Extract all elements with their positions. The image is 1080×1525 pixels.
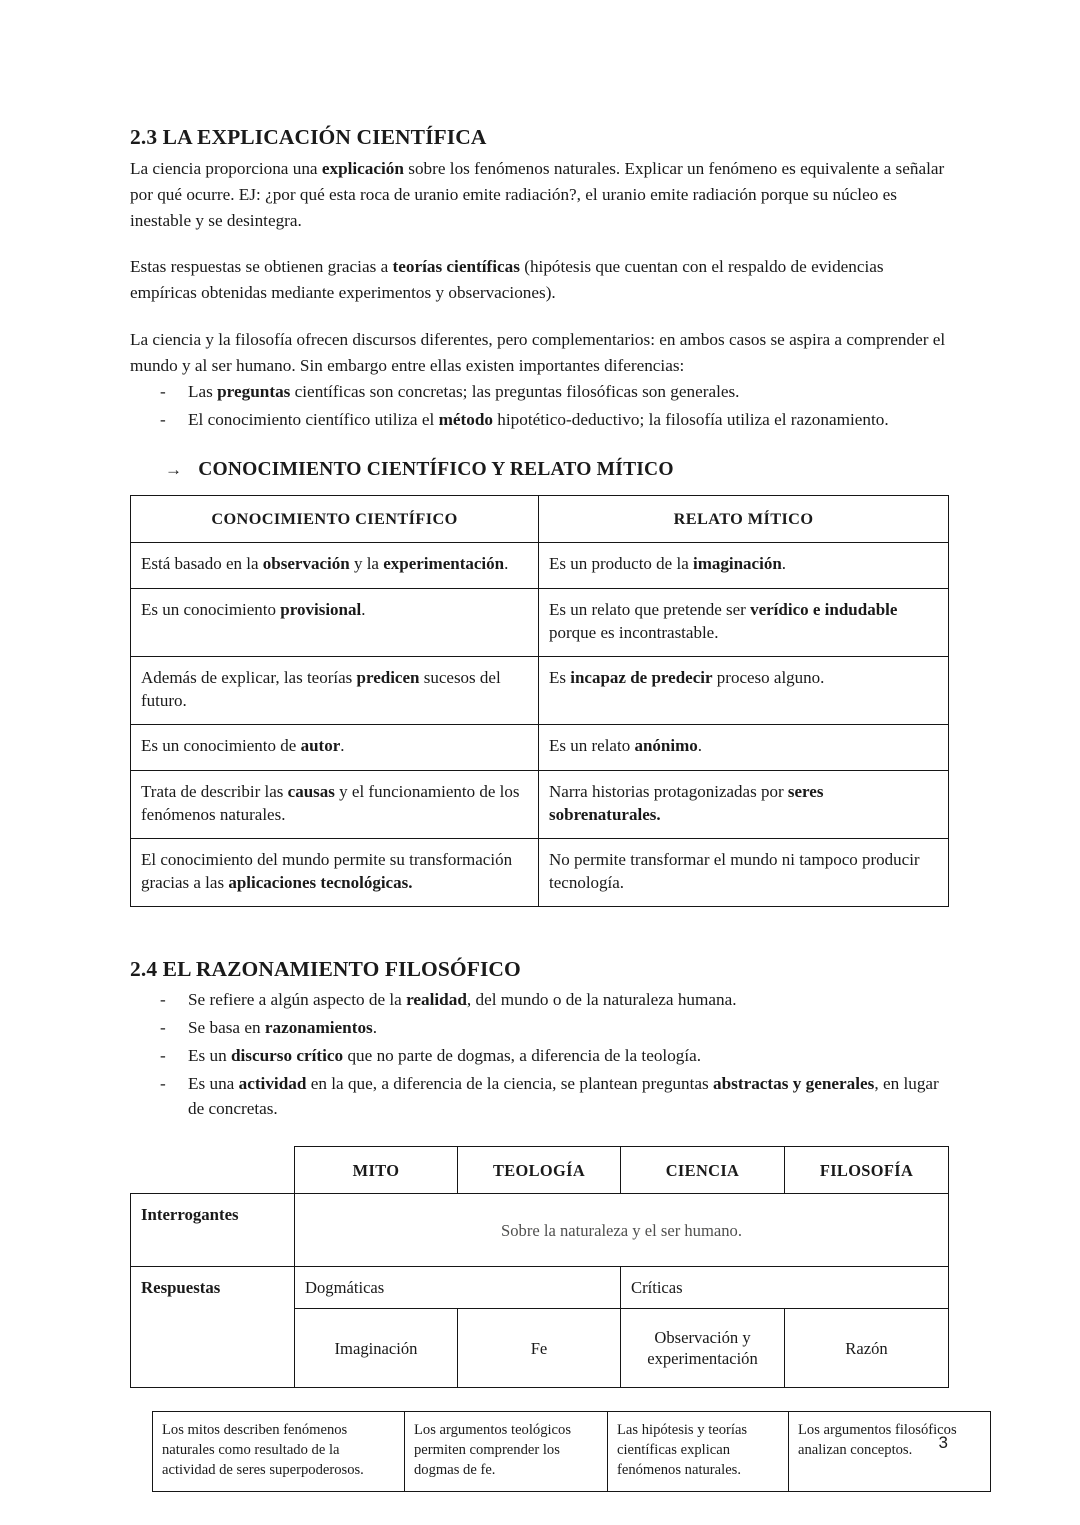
t1r1r-p2: porque es incontrastable.	[549, 622, 719, 642]
table-row	[131, 543, 949, 589]
t1r0l-p3: .	[504, 554, 509, 574]
table-row	[131, 657, 949, 725]
t1r1l-b1: provisional	[280, 599, 362, 619]
dash-marker: -	[160, 1045, 166, 1065]
cell-left	[131, 657, 539, 725]
s24b1-p2: .	[372, 1018, 378, 1038]
column-header-filosofia: FILOSOFÍA	[785, 1147, 949, 1194]
table-descripciones	[152, 1411, 991, 1491]
list-item	[160, 1043, 950, 1069]
cell-right	[539, 771, 949, 839]
cell-left	[131, 588, 539, 656]
cell-respuestas-dogmaticas: Dogmáticas	[295, 1267, 621, 1309]
t1r3r-p2: .	[697, 736, 702, 756]
page-content	[130, 125, 957, 1492]
bullet-list-diferencias	[130, 379, 950, 433]
cell-right	[539, 588, 949, 656]
par1-bold1: explicación	[321, 158, 404, 178]
t1r2l-b1: predicen	[356, 668, 420, 688]
s24b0-p2: , del mundo o de la naturaleza humana.	[466, 990, 737, 1010]
t1r1l-p1: Es un conocimiento	[141, 599, 281, 619]
s24b0-b1: realidad	[406, 990, 467, 1010]
column-header-relato: RELATO MÍTICO	[539, 496, 949, 543]
row-label-interrogantes: Interrogantes	[131, 1194, 295, 1267]
arrow-right-icon: →	[165, 460, 183, 480]
cell-left	[131, 543, 539, 589]
column-header-conocimiento: CONOCIMIENTO CIENTÍFICO	[131, 496, 539, 543]
t1r0l-b1: observación	[262, 554, 350, 574]
b1-bold1: método	[438, 409, 493, 429]
par2-bold1: teorías científicas	[392, 257, 520, 277]
t1r1l-p2: .	[361, 599, 366, 619]
t1r5l-b1: aplicaciones tecnológicas.	[228, 872, 413, 892]
subsection-heading-label: CONOCIMIENTO CIENTÍFICO Y RELATO MÍTICO	[198, 459, 674, 481]
column-header-teologia: TEOLOGÍA	[458, 1147, 621, 1194]
t1r4r-b1: seres sobrenaturales.	[549, 782, 824, 824]
t1r4l-p2: y el funcionamiento de los fenómenos naturales.	[141, 782, 520, 824]
par1-part1: La ciencia proporciona una	[130, 158, 322, 178]
page-number: 3	[938, 1433, 948, 1452]
b1-part2: hipotético-deductivo; la filosofía utiliza el razonamiento.	[492, 409, 889, 429]
cell-right	[539, 543, 949, 589]
cell-imaginacion: Imaginación	[295, 1309, 458, 1388]
t1r0r-p1: Es un producto de la	[549, 554, 693, 574]
cell-observacion: Observación y experimentación	[621, 1309, 785, 1388]
paragraph-teorias	[130, 254, 950, 306]
dash-marker: -	[160, 1073, 166, 1093]
subsection-heading-conocimiento	[165, 459, 950, 481]
section-heading-2-3: 2.3 LA EXPLICACIÓN CIENTÍFICA	[130, 125, 487, 149]
dash-marker: -	[160, 409, 166, 429]
t1r2r-p2: proceso alguno.	[712, 668, 825, 688]
t1r5l-p1: El conocimiento del mundo permite su transformación gracias a las	[141, 850, 513, 892]
par1-part2: sobre los fenómenos naturales. Explicar un fenómeno es equivalente a señalar por qué ocurre. EJ: ¿por qué esta roca de uranio emite radiación?, el uranio emite radiación porque su núcleo es inestable y se desintegra.	[130, 158, 945, 231]
t1r3r-p1: Es un relato	[549, 736, 635, 756]
t1r4l-p1: Trata de describir las	[141, 782, 288, 802]
cell-respuestas-criticas: Críticas	[621, 1267, 949, 1309]
cell-right	[539, 657, 949, 725]
s24b2-p1: Es un	[188, 1045, 231, 1065]
cell-descripcion-filosofia: Los argumentos filosóficos analizan conceptos.	[789, 1412, 991, 1491]
paragraph-ciencia-filosofia: La ciencia y la filosofía ofrecen discursos diferentes, pero complementarios: en ambos casos se aspira a comprender el mundo y al ser humano. Sin embargo entre ellas existen importantes diferencias:	[130, 329, 946, 375]
t1r0r-p2: .	[781, 554, 787, 574]
b0-part1: Las	[188, 381, 218, 401]
s24b3-p1: Es una	[188, 1073, 239, 1093]
dash-marker: -	[160, 381, 166, 401]
s24b2-b1: discurso crítico	[230, 1045, 344, 1065]
b1-part1: El conocimiento científico utiliza el	[188, 409, 439, 429]
s24b0-p1: Se refiere a algún aspecto de la	[188, 990, 407, 1010]
spacer	[130, 1388, 950, 1411]
s24b2-p2: que no parte de dogmas, a diferencia de la teología.	[343, 1045, 702, 1065]
s24b3-p3: , en lugar de concretas.	[188, 1073, 939, 1119]
cell-descripcion-mito: Los mitos describen fenómenos naturales como resultado de la actividad de seres superpoderosos.	[153, 1412, 405, 1491]
paragraph-explicacion	[130, 156, 950, 234]
section-heading-2-4: 2.4 EL RAZONAMIENTO FILOSÓFICO	[130, 957, 521, 982]
dash-marker: -	[160, 1018, 166, 1038]
t1r3l-p2: .	[340, 736, 345, 756]
list-item	[160, 407, 950, 433]
cell-left	[131, 771, 539, 839]
b0-part2: científicas son concretas; las preguntas filosóficas son generales.	[290, 381, 740, 401]
t1r3l-p1: Es un conocimiento de	[141, 736, 301, 756]
table-row	[131, 771, 949, 839]
s24b3-b2: abstractas y generales	[713, 1073, 875, 1093]
t1r1r-p1: Es un relato que pretende ser	[549, 599, 751, 619]
empty-corner-cell	[131, 1147, 295, 1194]
par2-part2: (hipótesis que cuentan con el respaldo de evidencias empíricas obtenidas mediante experimentos y observaciones).	[130, 257, 884, 303]
s24b1-b1: razonamientos	[264, 1018, 373, 1038]
t1r0l-p1: Está basado en la	[141, 554, 263, 574]
table-header-row	[131, 1147, 949, 1194]
t1r5r-p1: No permite transformar el mundo ni tampoco producir tecnología.	[549, 850, 920, 892]
cell-left	[131, 725, 539, 771]
t1r0l-b2: experimentación	[383, 554, 505, 574]
cell-left	[131, 839, 539, 907]
table-conocimiento-relato	[130, 495, 949, 907]
table-row	[131, 839, 949, 907]
s24b3-b1: actividad	[238, 1073, 307, 1093]
list-item	[160, 987, 950, 1013]
table-row-interrogantes	[131, 1194, 949, 1267]
row-label-respuestas: Respuestas	[131, 1267, 295, 1388]
spacer	[130, 1124, 950, 1146]
t1r3r-b1: anónimo	[634, 736, 698, 756]
table-row	[153, 1412, 991, 1491]
t1r2l-p2: sucesos del futuro.	[141, 668, 501, 710]
cell-right	[539, 725, 949, 771]
t1r1r-b1: verídico e indudable	[750, 599, 898, 619]
t1r2l-p1: Además de explicar, las teorías	[141, 668, 357, 688]
dash-marker: -	[160, 990, 166, 1010]
cell-interrogantes-value: Sobre la naturaleza y el ser humano.	[295, 1194, 949, 1267]
t1r0l-p2: y la	[349, 554, 384, 574]
t1r3l-b1: autor	[300, 736, 341, 756]
par2-part1: Estas respuestas se obtienen gracias a	[130, 257, 393, 277]
cell-descripcion-ciencia: Las hipótesis y teorías científicas explican fenómenos naturales.	[608, 1412, 789, 1491]
table-row-respuestas	[131, 1267, 949, 1309]
bullet-list-razonamiento	[130, 987, 950, 1122]
cell-razon: Razón	[785, 1309, 949, 1388]
list-item	[160, 1071, 950, 1123]
t1r2r-p1: Es	[549, 668, 571, 688]
table-row	[131, 588, 949, 656]
b0-bold1: preguntas	[217, 381, 291, 401]
list-item	[160, 379, 950, 405]
t1r2r-b1: incapaz de predecir	[570, 668, 713, 688]
table-row	[131, 725, 949, 771]
list-item	[160, 1015, 950, 1041]
t1r4r-p1: Narra historias protagonizadas por	[549, 782, 788, 802]
column-header-mito: MITO	[295, 1147, 458, 1194]
column-header-ciencia: CIENCIA	[621, 1147, 785, 1194]
cell-fe: Fe	[458, 1309, 621, 1388]
table-header-row	[131, 496, 949, 543]
s24b1-p1: Se basa en	[188, 1018, 265, 1038]
t1r4l-b1: causas	[287, 782, 335, 802]
s24b3-p2: en la que, a diferencia de la ciencia, se plantean preguntas	[306, 1073, 713, 1093]
table-comparativa-disciplinas	[130, 1146, 949, 1388]
cell-descripcion-teologia: Los argumentos teológicos permiten comprender los dogmas de fe.	[405, 1412, 608, 1491]
cell-right	[539, 839, 949, 907]
t1r0r-b1: imaginación	[693, 554, 782, 574]
